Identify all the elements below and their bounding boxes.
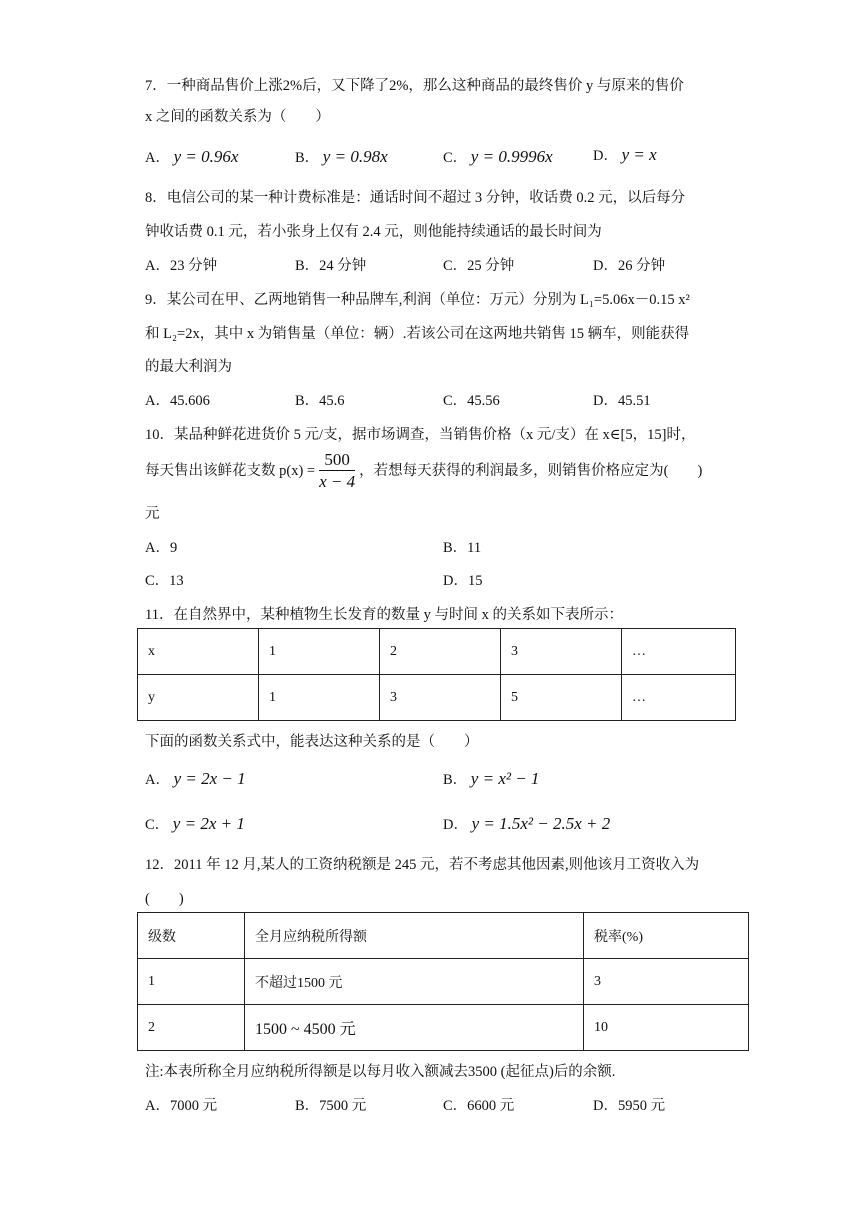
- option-text: 45.606: [169, 393, 210, 409]
- table-row: [138, 959, 749, 1005]
- table-cell: …: [622, 675, 736, 721]
- q7-option-a[interactable]: [145, 146, 238, 167]
- q12-stem-line1: 12．2011 年 12 月,某人的工资纳税额是 245 元，若不考虑其他因素,则他该月工资收入为: [145, 857, 700, 873]
- q11-stem-line1: 11．在自然界中，某种植物生长发育的数量 y 与时间 x 的关系如下表所示：: [145, 607, 623, 623]
- q12-stem-line2: ( ): [145, 891, 184, 907]
- table-cell: 1: [259, 629, 380, 675]
- option-text: y = 0.98x: [322, 147, 388, 166]
- fraction-numerator: 500: [319, 450, 355, 471]
- q10-stem-line3: 元: [145, 506, 160, 522]
- fraction-denominator: x − 4: [319, 472, 356, 492]
- q12-option-d[interactable]: [593, 1094, 665, 1115]
- q11-stem-line2: 下面的函数关系式中，能表达这种关系的是（ ）: [145, 734, 479, 750]
- q10-option-b[interactable]: [443, 536, 481, 557]
- q10-option-a[interactable]: [145, 536, 177, 557]
- option-text: 24 分钟: [319, 258, 367, 274]
- table-row: [138, 629, 736, 675]
- table-cell: 1500 ~ 4500 元: [245, 1005, 584, 1051]
- option-label: A．: [145, 150, 170, 166]
- option-label: A．: [145, 1098, 170, 1114]
- q8-option-b[interactable]: [295, 254, 366, 275]
- option-label: B．: [295, 393, 320, 409]
- table-cell: 3: [380, 675, 501, 721]
- option-label: C．: [443, 150, 468, 166]
- table-cell: 5: [501, 675, 622, 721]
- option-text: y = 0.96x: [173, 147, 239, 166]
- q10-fraction: [319, 450, 355, 493]
- option-label: D．: [443, 817, 468, 833]
- option-text: y = 2x − 1: [173, 769, 246, 788]
- table-cell: x: [138, 629, 259, 675]
- q9-stem-line1: 9．某公司在甲、乙两地销售一种品牌车,利润（单位：万元）分别为 L₁=5.06x－0.15 x²: [145, 292, 690, 308]
- q12-option-c[interactable]: [443, 1094, 514, 1115]
- table-row: [138, 913, 749, 959]
- option-label: D．: [593, 148, 618, 164]
- option-label: D．: [593, 258, 618, 274]
- table-cell: 10: [584, 1005, 749, 1051]
- table-cell: 税率(%): [584, 913, 749, 959]
- table-cell: 2: [138, 1005, 245, 1051]
- table-cell: 1: [138, 959, 245, 1005]
- option-text: y = 2x + 1: [172, 814, 245, 833]
- q8-option-d[interactable]: [593, 254, 665, 275]
- table-cell: y: [138, 675, 259, 721]
- table-cell: 全月应纳税所得额: [245, 913, 584, 959]
- q10-stem-line2: [145, 449, 702, 493]
- option-label: C．: [443, 258, 468, 274]
- option-text: 9: [169, 540, 178, 556]
- option-label: D．: [443, 573, 468, 589]
- table-cell: 3: [584, 959, 749, 1005]
- option-text: y = 1.5x² − 2.5x + 2: [471, 814, 611, 833]
- option-text: 15: [467, 573, 483, 589]
- q12-option-a[interactable]: [145, 1094, 217, 1115]
- q10-option-d[interactable]: [443, 569, 482, 590]
- q10-stem-line1: 10．某品种鲜花进货价 5 元/支，据市场调查，当销售价格（x 元/支）在 x∈[5，15]时，: [145, 427, 696, 443]
- option-text: y = x: [621, 145, 657, 164]
- table-cell: …: [622, 629, 736, 675]
- option-text: 6600 元: [467, 1098, 515, 1114]
- option-label: D．: [593, 1098, 618, 1114]
- q9-option-b[interactable]: [295, 389, 345, 410]
- q7-option-b[interactable]: [295, 146, 388, 167]
- q11-option-b[interactable]: [443, 768, 539, 789]
- option-text: 13: [169, 573, 184, 589]
- q12-note: 注:本表所称全月应纳税所得额是以每月收入额减去3500 (起征点)后的余额.: [145, 1064, 616, 1080]
- q12-option-b[interactable]: [295, 1094, 366, 1115]
- option-label: B．: [295, 258, 320, 274]
- q10-line2-suffix: ，若想每天获得的利润最多，则销售价格应定为( ): [359, 463, 703, 479]
- q7-stem-line2: x 之间的函数关系为（ ）: [145, 109, 330, 125]
- q12-tax-table: [137, 912, 749, 1051]
- option-text: 7000 元: [169, 1098, 218, 1114]
- option-text: 45.6: [319, 393, 345, 409]
- option-text: y = 0.9996x: [470, 147, 553, 166]
- option-text: 45.51: [617, 393, 651, 409]
- q9-stem-line2: 和 L₂=2x，其中 x 为销售量（单位：辆）.若该公司在这两地共销售 15 辆车，则能获得: [145, 326, 690, 342]
- option-text: 7500 元: [319, 1098, 367, 1114]
- option-label: D．: [593, 393, 618, 409]
- q7-option-c[interactable]: [443, 146, 553, 167]
- option-label: A．: [145, 540, 170, 556]
- q7-stem-line1: 7．一种商品售价上涨2%后，又下降了2%，那么这种商品的最终售价 y 与原来的售价: [145, 78, 684, 94]
- q8-option-a[interactable]: [145, 254, 217, 275]
- q8-stem-line1: 8．电信公司的某一种计费标准是：通话时间不超过 3 分钟，收话费 0.2 元，以后每分: [145, 190, 686, 206]
- q8-option-c[interactable]: [443, 254, 514, 275]
- table-cell: 3: [501, 629, 622, 675]
- table-cell: 级数: [138, 913, 245, 959]
- option-label: B．: [295, 150, 320, 166]
- option-label: B．: [443, 540, 468, 556]
- q9-option-c[interactable]: [443, 389, 500, 410]
- option-text: 25 分钟: [467, 258, 515, 274]
- option-label: C．: [443, 1098, 468, 1114]
- table-row: [138, 675, 736, 721]
- table-cell: 2: [380, 629, 501, 675]
- table-cell: 1: [259, 675, 380, 721]
- option-text: 23 分钟: [169, 258, 218, 274]
- q11-option-c[interactable]: [145, 813, 245, 834]
- q11-option-d[interactable]: [443, 813, 610, 834]
- option-text: 26 分钟: [617, 258, 666, 274]
- q9-option-a[interactable]: [145, 389, 210, 410]
- option-label: A．: [145, 258, 170, 274]
- q10-line2-prefix: 每天售出该鲜花支数 p(x) =: [145, 463, 316, 479]
- option-label: B．: [295, 1098, 320, 1114]
- option-label: B．: [443, 772, 468, 788]
- q11-option-a[interactable]: [145, 768, 246, 789]
- option-label: A．: [145, 393, 170, 409]
- option-text: y = x² − 1: [470, 769, 540, 788]
- option-label: C．: [443, 393, 468, 409]
- q9-stem-line3: 的最大利润为: [145, 359, 232, 375]
- q9-option-d[interactable]: [593, 389, 651, 410]
- table-cell: 不超过1500 元: [245, 959, 584, 1005]
- option-text: 5950 元: [617, 1098, 666, 1114]
- q10-option-c[interactable]: [145, 569, 184, 590]
- q11-table: [137, 628, 736, 721]
- table-row: [138, 1005, 749, 1051]
- option-text: 11: [467, 540, 482, 556]
- option-text: 45.56: [467, 393, 500, 409]
- option-label: C．: [145, 573, 170, 589]
- option-label: A．: [145, 772, 170, 788]
- q8-stem-line2: 钟收话费 0.1 元，若小张身上仅有 2.4 元，则他能持续通话的最长时间为: [145, 224, 602, 240]
- q7-option-d[interactable]: [593, 144, 657, 165]
- option-label: C．: [145, 817, 170, 833]
